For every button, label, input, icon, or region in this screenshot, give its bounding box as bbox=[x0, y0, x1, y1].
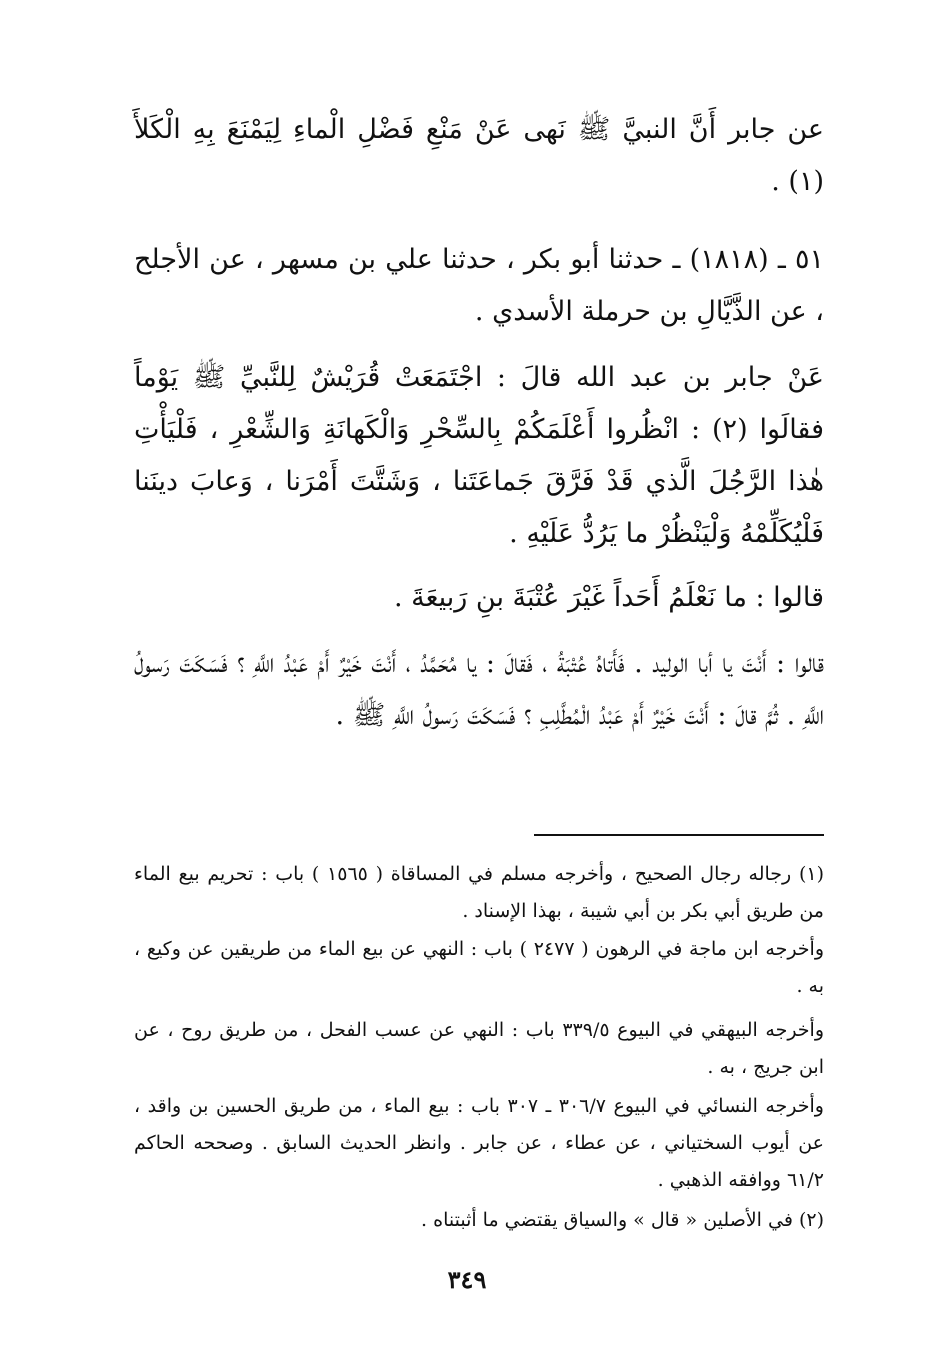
footnote-separator bbox=[534, 834, 824, 836]
isnad-paragraph: ٥١ ـ (١٨١٨) ـ حدثنا أبو بكر ، حدثنا علي بن مسهر ، عن الأجلح ، عن الذَّيَّالِ بن حرملة الأسدي . bbox=[134, 244, 825, 327]
footnote: (٢) في الأصلين « قال » والسياق يقتضي ما أثبتناه . bbox=[421, 1209, 824, 1231]
footnote: وأخرجه ابن ماجة في الرهون ( ٢٤٧٧ ) باب : النهي عن بيع الماء من طريقين عن وكيع ، به . bbox=[134, 938, 825, 997]
footnote: وأخرجه النسائي في البيوع ٣٠٦/٧ ـ ٣٠٧ باب : بيع الماء ، من طريق الحسين بن واقد ، عن أيوب السختياني ، عن عطاء ، عن جابر . وانظر الحديث السابق . وصححه الحاكم ٦١/٢ ووافقه الذهبي . bbox=[134, 1095, 824, 1191]
hadith-text-paragraph: قالوا : ما نَعْلَمُ أَحَداً غَيْرَ عُتْبَةَ بنِ رَبيعَةَ . bbox=[393, 582, 824, 613]
hadith-text-paragraph: عن جابر أَنَّ النبيَّ ﷺ نَهى عَنْ مَنْعِ فَضْلِ الْماءِ لِيَمْنَعَ بِهِ الْكَلأَ (١) . bbox=[134, 114, 824, 197]
footnote: (١) رجاله رجال الصحيح ، وأخرجه مسلم في المساقاة ( ١٥٦٥ ) باب : تحريم بيع الماء من طريق أبي بكر بن أبي شيبة ، بهذا الإسناد . bbox=[134, 863, 824, 922]
page-number: ٣٤٩ bbox=[447, 1265, 487, 1294]
hadith-text-paragraph: قالوا : أَنْتَ يا أبا الوليد . فَأَتاهُ عُتْبَةُ ، فَقالَ : يا مُحَمَّدُ ، أَنْتَ خَيْرٌ أَمْ عَبْدُ اللَّهِ ؟ فَسَكَتَ رَسولُ اللَّهِ . ثُمَّ قالَ : أَنْتَ خَيْرٌ أَمْ عَبْدُ الْمُطَّلِبِ ؟ فَسَكَتَ رَسولُ اللَّهِ ﷺ . bbox=[134, 648, 824, 731]
hadith-text-paragraph: عَنْ جابر بن عبد الله قالَ : اجْتَمَعَتْ قُرَيْشٌ لِلنَّبيِّ ﷺ يَوْماً فقالَوا (٢) : انْظُروا أَعْلَمَكُمْ بِالسِّحْرِ وَالْكَهانَةِ وَالشِّعْرِ ، فَلْيَأْتِ هٰذا الرَّجُلَ الَّذي قَدْ فَرَّقَ جَماعَتَنا ، وَشَتَّتَ أَمْرَنا ، وَعابَ دينَنا فَلْيُكَلِّمْهُ وَلْيَنْظُرْ ما يَرُدُّ عَلَيْهِ . bbox=[134, 362, 824, 549]
footnote: وأخرجه البيهقي في البيوع ٣٣٩/٥ باب : النهي عن عسب الفحل ، من طريق روح ، عن ابن جريج ، به . bbox=[134, 1019, 824, 1078]
